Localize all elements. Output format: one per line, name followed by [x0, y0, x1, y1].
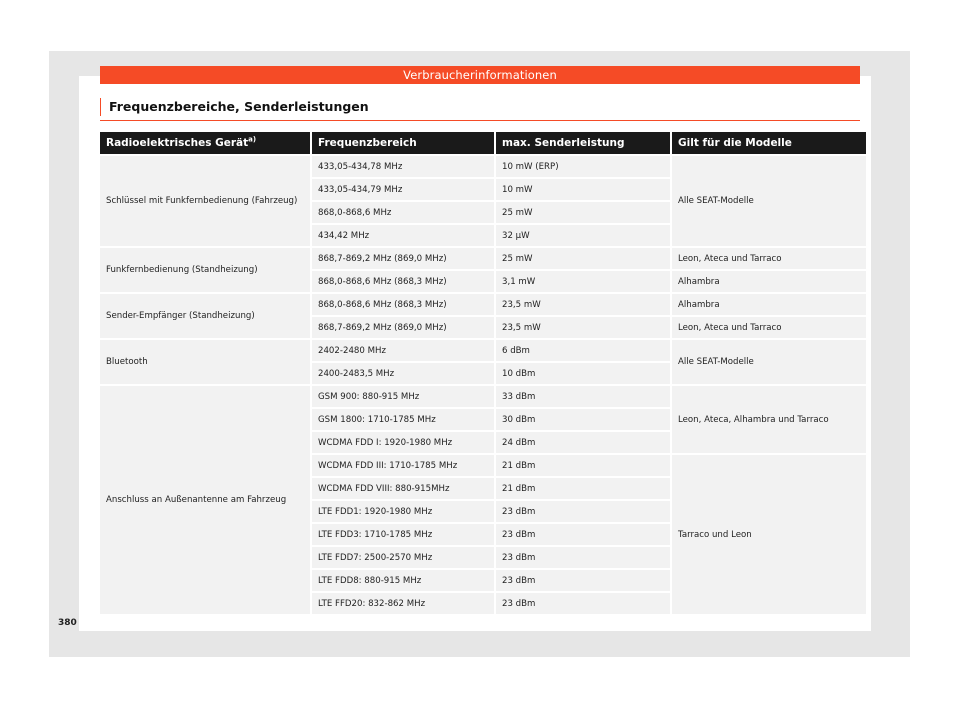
- models-cell: Alhambra: [672, 294, 866, 315]
- frequency-cell: 2402-2480 MHz: [312, 340, 494, 361]
- table-row: [100, 386, 866, 407]
- frequency-cell: 868,7-869,2 MHz (869,0 MHz): [312, 248, 494, 269]
- frequency-cell: LTE FDD3: 1710-1785 MHz: [312, 524, 494, 545]
- table-row: [100, 248, 866, 269]
- frequency-cell: LTE FDD8: 880-915 MHz: [312, 570, 494, 591]
- power-cell: 25 mW: [496, 202, 670, 223]
- header-power: max. Senderleistung: [496, 132, 670, 154]
- page-number: 380: [58, 618, 77, 628]
- frequency-cell: 868,0-868,6 MHz (868,3 MHz): [312, 294, 494, 315]
- device-cell: Schlüssel mit Funkfernbedienung (Fahrzeug): [100, 156, 310, 246]
- models-cell: Leon, Ateca, Alhambra und Tarraco: [672, 386, 866, 453]
- power-cell: 6 dBm: [496, 340, 670, 361]
- power-cell: 23 dBm: [496, 547, 670, 568]
- frequency-cell: 868,0-868,6 MHz: [312, 202, 494, 223]
- frequency-cell: LTE FDD1: 1920-1980 MHz: [312, 501, 494, 522]
- page-title: Frequenzbereiche, Senderleistungen: [100, 98, 369, 116]
- header-frequency: Frequenzbereich: [312, 132, 494, 154]
- power-cell: 21 dBm: [496, 455, 670, 476]
- device-cell: Sender-Empfänger (Standheizung): [100, 294, 310, 338]
- models-cell: Alle SEAT-Modelle: [672, 340, 866, 384]
- header-models: Gilt für die Modelle: [672, 132, 866, 154]
- frequency-cell: LTE FFD20: 832-862 MHz: [312, 593, 494, 614]
- power-cell: 21 dBm: [496, 478, 670, 499]
- frequency-cell: 433,05-434,78 MHz: [312, 156, 494, 177]
- power-cell: 24 dBm: [496, 432, 670, 453]
- device-cell: Funkfernbedienung (Standheizung): [100, 248, 310, 292]
- power-cell: 30 dBm: [496, 409, 670, 430]
- power-cell: 23,5 mW: [496, 317, 670, 338]
- table-row: [100, 294, 866, 315]
- frequency-cell: WCDMA FDD I: 1920-1980 MHz: [312, 432, 494, 453]
- title-divider: [100, 120, 860, 121]
- models-cell: Leon, Ateca und Tarraco: [672, 317, 866, 338]
- table-row: [100, 340, 866, 361]
- section-banner: Verbraucherinformationen: [100, 66, 860, 84]
- frequency-cell: 868,0-868,6 MHz (868,3 MHz): [312, 271, 494, 292]
- power-cell: 3,1 mW: [496, 271, 670, 292]
- frequency-cell: 433,05-434,79 MHz: [312, 179, 494, 200]
- models-cell: Tarraco und Leon: [672, 455, 866, 614]
- frequency-cell: WCDMA FDD III: 1710-1785 MHz: [312, 455, 494, 476]
- frequency-table: [98, 130, 868, 616]
- power-cell: 10 mW (ERP): [496, 156, 670, 177]
- models-cell: Alle SEAT-Modelle: [672, 156, 866, 246]
- power-cell: 32 μW: [496, 225, 670, 246]
- power-cell: 23 dBm: [496, 524, 670, 545]
- power-cell: 10 dBm: [496, 363, 670, 384]
- table-row: [100, 156, 866, 177]
- frequency-cell: 868,7-869,2 MHz (869,0 MHz): [312, 317, 494, 338]
- power-cell: 23 dBm: [496, 570, 670, 591]
- models-cell: Leon, Ateca und Tarraco: [672, 248, 866, 269]
- frequency-cell: 434,42 MHz: [312, 225, 494, 246]
- frequency-cell: 2400-2483,5 MHz: [312, 363, 494, 384]
- frequency-cell: LTE FDD7: 2500-2570 MHz: [312, 547, 494, 568]
- device-cell: Anschluss an Außenantenne am Fahrzeug: [100, 386, 310, 614]
- frequency-cell: WCDMA FDD VIII: 880-915MHz: [312, 478, 494, 499]
- power-cell: 25 mW: [496, 248, 670, 269]
- device-cell: Bluetooth: [100, 340, 310, 384]
- header-device: Radioelektrisches Gerät$^{a)}$: [100, 132, 310, 154]
- power-cell: 23,5 mW: [496, 294, 670, 315]
- power-cell: 10 mW: [496, 179, 670, 200]
- frequency-cell: GSM 900: 880-915 MHz: [312, 386, 494, 407]
- power-cell: 23 dBm: [496, 501, 670, 522]
- frequency-cell: GSM 1800: 1710-1785 MHz: [312, 409, 494, 430]
- models-cell: Alhambra: [672, 271, 866, 292]
- footnote-marker: a): [248, 135, 257, 144]
- power-cell: 23 dBm: [496, 593, 670, 614]
- table-header-row: [100, 132, 866, 154]
- power-cell: 33 dBm: [496, 386, 670, 407]
